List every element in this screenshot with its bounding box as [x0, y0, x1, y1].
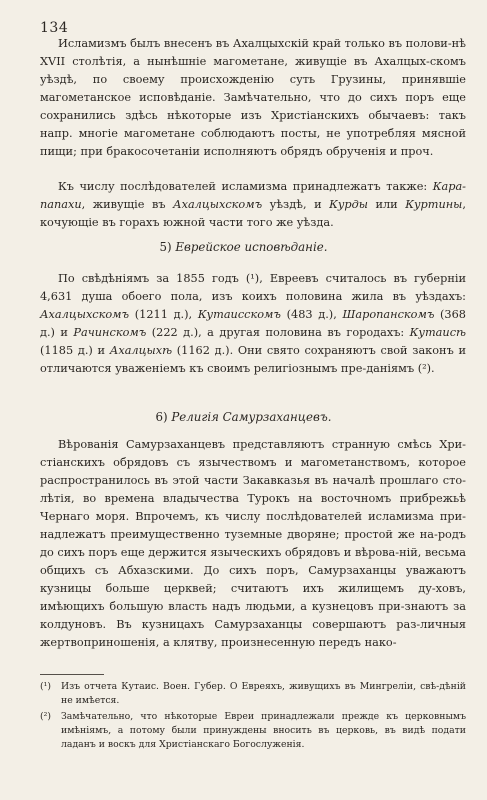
footnote-1: [40, 680, 466, 708]
section-number: 6): [155, 410, 168, 424]
footnote-text: Изъ отчета Кутаис. Воен. Губер. О Евреяхъ, живущихъ въ Мингреліи, свѣ-дѣній не имѣется.: [61, 681, 466, 706]
text-run: Къ числу послѣдователей исламизма принадлежатъ также:: [58, 180, 433, 193]
italic-term-kurtiny: Куртины: [405, 198, 463, 211]
text-run: или: [367, 198, 406, 211]
page-number: 134: [40, 20, 69, 36]
italic-term-rachin-district: Рачинскомъ: [73, 326, 147, 339]
paragraph-samurzakhan-beliefs: [40, 436, 466, 652]
text-run: , живущіе въ: [81, 198, 174, 211]
paragraph-islam-akhaltsikhe: [40, 35, 466, 161]
italic-term-akhaltsikhe-city: Ахалцыхѣ: [109, 344, 173, 357]
footnote-2: [40, 710, 466, 752]
text-run: (368 д.) и: [40, 308, 466, 339]
paragraph-islam-followers: [40, 178, 466, 232]
section-heading-jewish: [0, 240, 487, 254]
section-title: Еврейское исповѣданіе.: [175, 240, 328, 254]
section-heading-samurzakhan: [0, 410, 487, 424]
text-run: (483 д.),: [280, 308, 343, 321]
section-number: 5): [159, 240, 172, 254]
text-run: , кочующіе въ горахъ южной части того же уѣзда.: [40, 198, 466, 229]
paragraph-text: [40, 178, 466, 232]
italic-term-akhaltsikhe-district: Ахалцыхскомъ: [40, 308, 130, 321]
italic-term-kutais-district: Кутаисскомъ: [197, 308, 281, 321]
footnote-mark: (¹): [40, 681, 51, 692]
footnote-text: Замѣчательно, что нѣкоторые Евреи принадлежали прежде къ церковнымъ имѣніямъ, а потому были принуждены вносить въ церковь, въ видѣ подати ладанъ и воскъ для Христіанскаго Богослуженія.: [61, 711, 466, 750]
italic-term-karapapakhi: Кара-папахи: [40, 180, 466, 211]
paragraph-text: Исламизмъ былъ внесенъ въ Ахалцыхскій край только въ полови-нѣ XVII столѣтія, а нынѣшніе магометане, живущіе въ Ахалцых-скомъ уѣздѣ, по своему происхожденію суть Грузины, принявшіе магометанское исповѣданіе. Замѣчательно, что до сихъ поръ еще сохранились здѣсь нѣкоторые изъ Христіанскихъ обычаевъ: такъ напр. многіе магометане соблюдаютъ посты, не употребляя мясной пищи; при бракосочетаніи исполняютъ обрядъ обрученія и проч.: [40, 37, 466, 158]
text-run: уѣздѣ, и: [262, 198, 330, 211]
footnote-mark: (²): [40, 711, 51, 722]
section-title: Религія Самурзаханцевъ.: [171, 410, 332, 424]
footnote-divider: [40, 674, 104, 675]
paragraph-text: Вѣрованія Самурзаханцевъ представляютъ странную смѣсь Хри-стіанскихъ обрядовъ съ язычествомъ и магометанствомъ, которое распространилось въ этой части Закавказья въ началѣ прошлаго сто-лѣтія, во времена владычества Турокъ на восточномъ прибрежьѣ Чернаго моря. Впрочемъ, къ числу послѣдователей исламизма при-надлежатъ преимущественно туземные дворяне; простой же на-родъ до сихъ поръ еще держится языческихъ обрядовъ и вѣрова-ній, весьма общихъ съ Абхазскими. До сихъ поръ, Самурзаханцы уважаютъ кузницы больше церквей; считаютъ ихъ жилищемъ ду-ховъ, имѣющихъ большую власть надъ людьми, а кузнецовъ при-знаютъ за колдуновъ. Въ кузницахъ Самурзаханцы совершаютъ раз-личныя жертвоприношенія, а клятву, произнесенную передъ нако-: [40, 438, 466, 649]
text-run: По свѣдѣніямъ за 1855 годъ (¹), Евреевъ считалось въ губерніи 4,631 душа обоего пола, изъ коихъ половина жила въ уѣздахъ:: [40, 272, 466, 303]
text-run: (1185 д.) и: [40, 344, 110, 357]
text-run: (1211 д.),: [129, 308, 198, 321]
paragraph-jewish-population: [40, 270, 466, 378]
italic-term-kutais-city: Кутаисѣ: [409, 326, 466, 339]
italic-term-sharopan-district: Шаропанскомъ: [342, 308, 435, 321]
text-run: (1162 д.). Они свято сохраняютъ свой законъ и отличаются уваженіемъ къ своимъ религіознымъ пре-даніямъ (²).: [40, 344, 466, 375]
text-run: (222 д.), а другая половина въ городахъ:: [146, 326, 410, 339]
paragraph-text: [40, 270, 466, 378]
italic-term-akhaltsikhe: Ахалцыхскомъ: [173, 198, 263, 211]
italic-term-kurds: Курды: [329, 198, 368, 211]
